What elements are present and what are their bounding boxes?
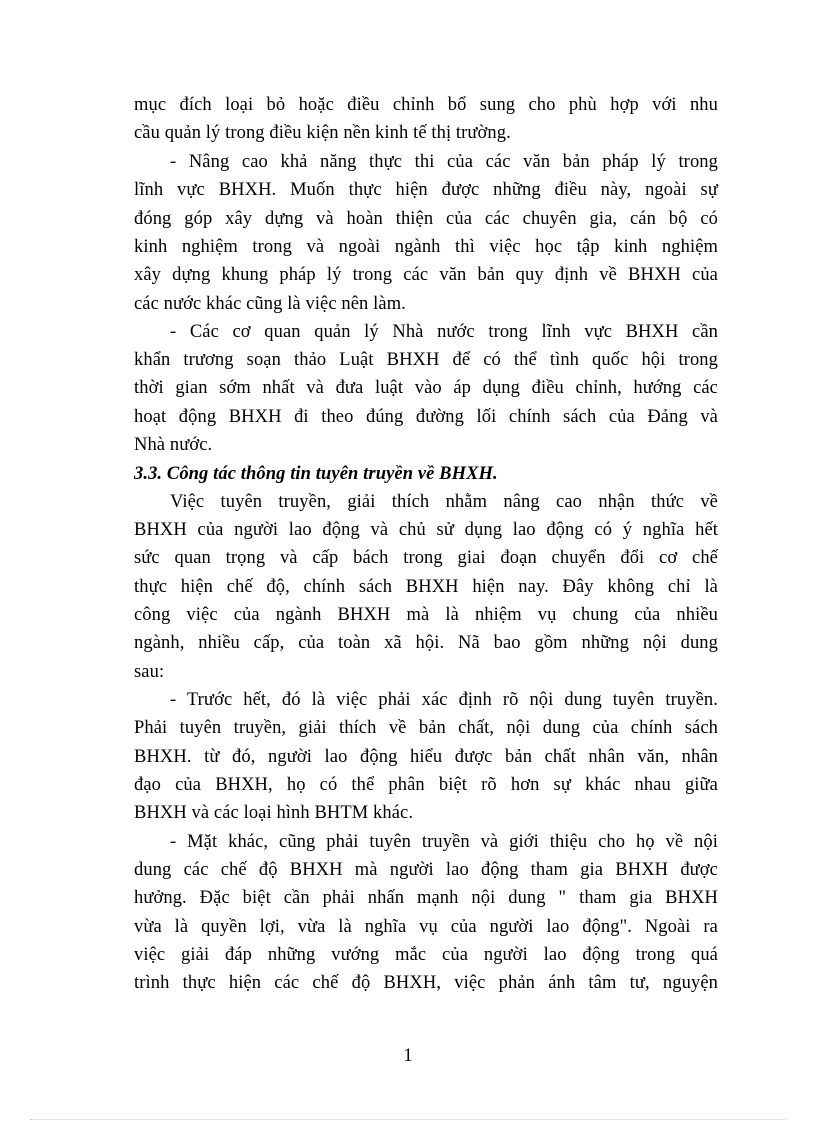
page-divider — [30, 1119, 786, 1120]
page-number: 1 — [403, 1046, 413, 1066]
text-line: dung các chế độ BHXH mà người lao động tham gia BHXH được — [134, 860, 718, 880]
text-line: xây dựng khung pháp lý trong các văn bản quy định về BHXH của — [134, 265, 718, 285]
text-line: BHXH và các loại hình BHTM khác. — [134, 803, 414, 823]
text-line: Nhà nước. — [134, 435, 213, 455]
text-line: các nước khác cũng là việc nên làm. — [134, 294, 406, 314]
section-heading: 3.3. Công tác thông tin tuyên truyền về BHXH. — [134, 464, 498, 484]
text-line: - Trước hết, đó là việc phải xác định rõ nội dung tuyên truyền. — [170, 690, 718, 710]
text-line: thời gian sớm nhất và đưa luật vào áp dụng điều chỉnh, hướng các — [134, 378, 718, 398]
text-line: trình thực hiện các chế độ BHXH, việc phản ánh tâm tư, nguyện — [134, 973, 718, 993]
text-line: đạo của BHXH, họ có thể phân biệt rõ hơn sự khác nhau giữa — [134, 775, 718, 795]
text-line: khẩn trương soạn thảo Luật BHXH để có thể tình quốc hội trong — [134, 350, 718, 370]
text-line: vừa là quyền lợi, vừa là nghĩa vụ của người lao động". Ngoài ra — [134, 917, 718, 937]
text-line: sau: — [134, 662, 165, 682]
text-line: - Mặt khác, cũng phải tuyên truyền và giới thiệu cho họ về nội — [170, 832, 718, 852]
text-line: hưởng. Đặc biệt cần phải nhấn mạnh nội dung " tham gia BHXH — [134, 888, 718, 908]
text-line: Việc tuyên truyền, giải thích nhằm nâng cao nhận thức về — [170, 492, 718, 512]
text-line: đóng góp xây dựng và hoàn thiện của các chuyên gia, cán bộ có — [134, 209, 718, 229]
text-line: lĩnh vực BHXH. Muốn thực hiện được những điều này, ngoài sự — [134, 180, 718, 200]
text-line: hoạt động BHXH đi theo đúng đường lối chính sách của Đảng và — [134, 407, 718, 427]
text-line: thực hiện chế độ, chính sách BHXH hiện nay. Đây không chỉ là — [134, 577, 718, 597]
text-line: sức quan trọng và cấp bách trong giai đoạn chuyển đổi cơ chế — [134, 548, 718, 568]
text-line: kinh nghiệm trong và ngoài ngành thì việc học tập kinh nghiệm — [134, 237, 718, 257]
text-line: công việc của ngành BHXH mà là nhiệm vụ chung của nhiều — [134, 605, 718, 625]
text-line: Phải tuyên truyền, giải thích về bản chất, nội dung của chính sách — [134, 718, 718, 738]
text-line: BHXH. từ đó, người lao động hiểu được bản chất nhân văn, nhân — [134, 747, 718, 767]
text-line: - Các cơ quan quản lý Nhà nước trong lĩnh vực BHXH cần — [170, 322, 718, 342]
text-line: ngành, nhiều cấp, của toàn xã hội. Nã bao gồm những nội dung — [134, 633, 718, 653]
text-line: mục đích loại bỏ hoặc điều chỉnh bổ sung cho phù hợp với nhu — [134, 95, 718, 115]
text-line: cầu quản lý trong điều kiện nền kinh tế thị trường. — [134, 123, 511, 143]
text-line: BHXH của người lao động và chủ sử dụng lao động có ý nghĩa hết — [134, 520, 718, 540]
text-line: - Nâng cao khả năng thực thi của các văn bản pháp lý trong — [170, 152, 718, 172]
text-line: việc giải đáp những vướng mắc của người lao động trong quá — [134, 945, 718, 965]
